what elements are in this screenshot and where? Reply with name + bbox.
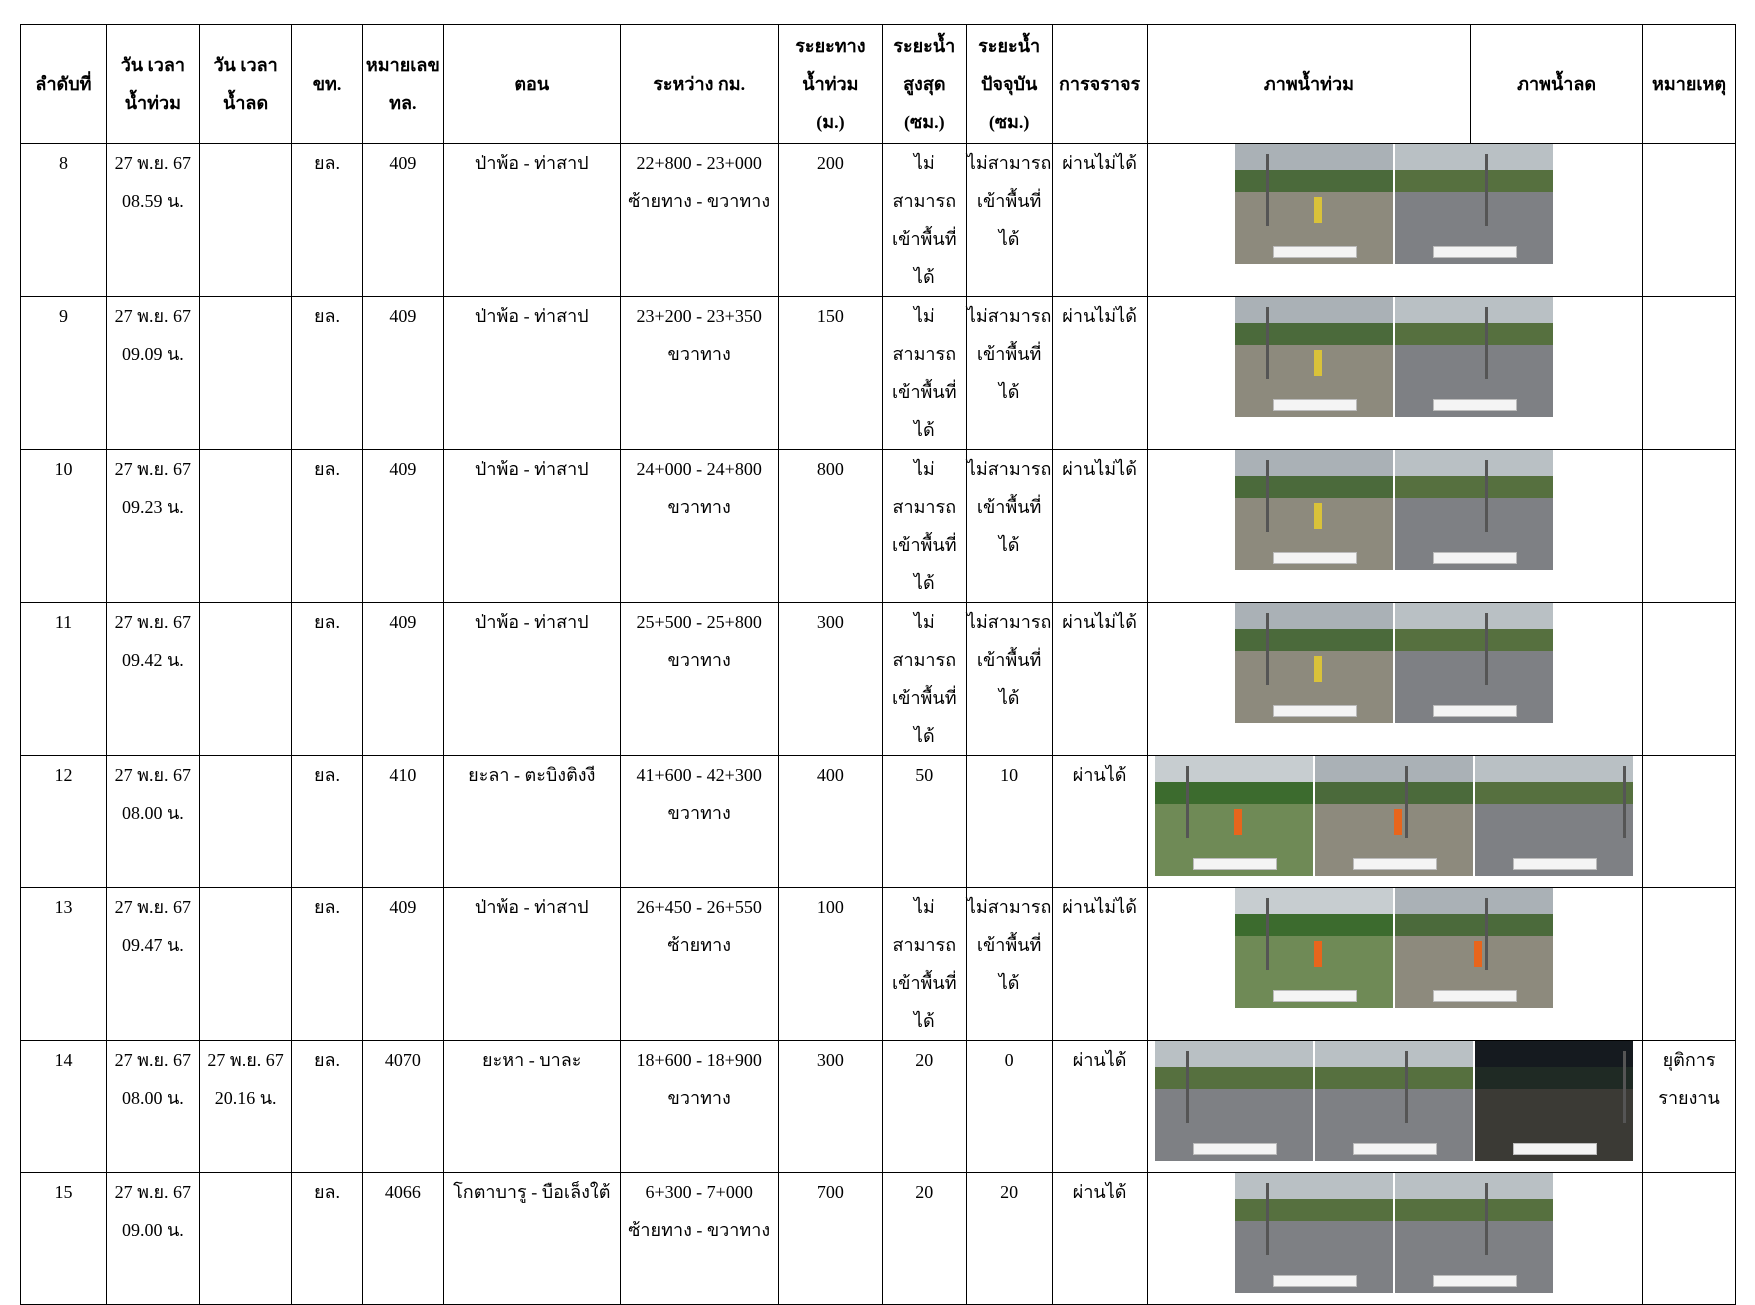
cell-flood-time: 27 พ.ย. 67 08.59 น. xyxy=(106,144,199,297)
cell-district: ยล. xyxy=(292,297,362,450)
cell-remark: ยุติการ รายงาน xyxy=(1643,1041,1736,1173)
cell-section: ป่าพ้อ - ท่าสาป xyxy=(444,603,620,756)
cell-district: ยล. xyxy=(292,144,362,297)
cell-distance: 150 xyxy=(778,297,882,450)
flood-photo xyxy=(1395,1173,1553,1293)
flood-photo xyxy=(1155,756,1313,876)
header-district: ขท. xyxy=(292,25,362,144)
cell-km: 41+600 - 42+300 ขวาทาง xyxy=(620,756,778,888)
cell-recede-time xyxy=(199,603,292,756)
cell-distance: 100 xyxy=(778,888,882,1041)
cell-traffic: ผ่านไม่ได้ xyxy=(1052,144,1147,297)
cell-traffic: ผ่านได้ xyxy=(1052,1173,1147,1305)
cell-section: ยะลา - ตะบิงติงงี xyxy=(444,756,620,888)
cell-remark xyxy=(1643,144,1736,297)
flood-photo xyxy=(1395,144,1553,264)
header-no: ลำดับที่ xyxy=(21,25,107,144)
table-row xyxy=(21,144,1736,297)
flood-photo xyxy=(1315,756,1473,876)
cell-section: ป่าพ้อ - ท่าสาป xyxy=(444,888,620,1041)
header-current-level: ระยะน้ำ ปัจจุบัน (ซม.) xyxy=(966,25,1052,144)
cell-distance: 300 xyxy=(778,603,882,756)
cell-flood-time: 27 พ.ย. 67 08.00 น. xyxy=(106,1041,199,1173)
flood-photo xyxy=(1235,888,1393,1008)
header-km: ระหว่าง กม. xyxy=(620,25,778,144)
table-row xyxy=(21,1173,1736,1305)
cell-max-level: 20 xyxy=(882,1173,966,1305)
cell-district: ยล. xyxy=(292,888,362,1041)
cell-km: 18+600 - 18+900 ขวาทาง xyxy=(620,1041,778,1173)
header-remark: หมายเหตุ xyxy=(1643,25,1736,144)
flood-photo xyxy=(1395,297,1553,417)
cell-distance: 800 xyxy=(778,450,882,603)
cell-flood-time: 27 พ.ย. 67 09.09 น. xyxy=(106,297,199,450)
header-flood-photo: ภาพน้ำท่วม xyxy=(1147,25,1471,144)
cell-max-level: 50 xyxy=(882,756,966,888)
cell-photos xyxy=(1147,1173,1642,1305)
cell-max-level: ไม่สามารถ เข้าพื้นที่ได้ xyxy=(882,144,966,297)
cell-photos xyxy=(1147,297,1642,450)
cell-no: 15 xyxy=(21,1173,107,1305)
flood-photo xyxy=(1395,603,1553,723)
table-row xyxy=(21,888,1736,1041)
cell-no: 11 xyxy=(21,603,107,756)
cell-remark xyxy=(1643,756,1736,888)
cell-remark xyxy=(1643,888,1736,1041)
cell-district: ยล. xyxy=(292,1173,362,1305)
flood-photo xyxy=(1235,144,1393,264)
cell-photos xyxy=(1147,756,1642,888)
cell-district: ยล. xyxy=(292,1041,362,1173)
header-flood-time: วัน เวลา น้ำท่วม xyxy=(106,25,199,144)
cell-remark xyxy=(1643,297,1736,450)
cell-no: 14 xyxy=(21,1041,107,1173)
flood-photo xyxy=(1235,297,1393,417)
cell-current-level: 20 xyxy=(966,1173,1052,1305)
cell-current-level: ไม่สามารถ เข้าพื้นที่ได้ xyxy=(966,450,1052,603)
cell-traffic: ผ่านไม่ได้ xyxy=(1052,603,1147,756)
cell-km: 23+200 - 23+350 ขวาทาง xyxy=(620,297,778,450)
cell-section: ยะหา - บาละ xyxy=(444,1041,620,1173)
header-recede-time: วัน เวลา น้ำลด xyxy=(199,25,292,144)
header-distance: ระยะทาง น้ำท่วม (ม.) xyxy=(778,25,882,144)
cell-flood-time: 27 พ.ย. 67 08.00 น. xyxy=(106,756,199,888)
cell-max-level: ไม่สามารถ เข้าพื้นที่ได้ xyxy=(882,888,966,1041)
cell-current-level: 0 xyxy=(966,1041,1052,1173)
table-row xyxy=(21,297,1736,450)
cell-remark xyxy=(1643,603,1736,756)
cell-traffic: ผ่านได้ xyxy=(1052,756,1147,888)
cell-recede-time xyxy=(199,144,292,297)
cell-km: 26+450 - 26+550 ซ้ายทาง xyxy=(620,888,778,1041)
cell-district: ยล. xyxy=(292,450,362,603)
cell-no: 12 xyxy=(21,756,107,888)
cell-photos xyxy=(1147,1041,1642,1173)
header-max-level: ระยะน้ำ สูงสุด (ซม.) xyxy=(882,25,966,144)
flood-photo xyxy=(1235,450,1393,570)
flood-photo xyxy=(1235,603,1393,723)
header-section: ตอน xyxy=(444,25,620,144)
cell-max-level: ไม่สามารถ เข้าพื้นที่ได้ xyxy=(882,603,966,756)
cell-current-level: ไม่สามารถ เข้าพื้นที่ได้ xyxy=(966,603,1052,756)
cell-flood-time: 27 พ.ย. 67 09.47 น. xyxy=(106,888,199,1041)
table-row xyxy=(21,450,1736,603)
recede-photo xyxy=(1475,1041,1633,1161)
cell-route: 409 xyxy=(362,144,443,297)
cell-photos xyxy=(1147,888,1642,1041)
cell-km: 6+300 - 7+000 ซ้ายทาง - ขวาทาง xyxy=(620,1173,778,1305)
cell-max-level: 20 xyxy=(882,1041,966,1173)
cell-district: ยล. xyxy=(292,603,362,756)
cell-distance: 700 xyxy=(778,1173,882,1305)
cell-no: 13 xyxy=(21,888,107,1041)
cell-traffic: ผ่านไม่ได้ xyxy=(1052,450,1147,603)
cell-no: 8 xyxy=(21,144,107,297)
recede-photo xyxy=(1475,756,1633,876)
cell-recede-time xyxy=(199,450,292,603)
header-route: หมายเลข ทล. xyxy=(362,25,443,144)
cell-recede-time: 27 พ.ย. 67 20.16 น. xyxy=(199,1041,292,1173)
cell-route: 409 xyxy=(362,297,443,450)
flood-photo xyxy=(1315,1041,1473,1161)
cell-flood-time: 27 พ.ย. 67 09.23 น. xyxy=(106,450,199,603)
cell-section: ป่าพ้อ - ท่าสาป xyxy=(444,450,620,603)
cell-recede-time xyxy=(199,756,292,888)
cell-route: 410 xyxy=(362,756,443,888)
cell-recede-time xyxy=(199,297,292,450)
cell-section: ป่าพ้อ - ท่าสาป xyxy=(444,297,620,450)
cell-recede-time xyxy=(199,888,292,1041)
cell-route: 409 xyxy=(362,603,443,756)
cell-current-level: 10 xyxy=(966,756,1052,888)
flood-report-table xyxy=(20,24,1736,1305)
cell-current-level: ไม่สามารถ เข้าพื้นที่ได้ xyxy=(966,297,1052,450)
cell-no: 10 xyxy=(21,450,107,603)
flood-photo xyxy=(1235,1173,1393,1293)
cell-photos xyxy=(1147,450,1642,603)
cell-section: โกตาบารู - บือเล็งใต้ xyxy=(444,1173,620,1305)
cell-remark xyxy=(1643,1173,1736,1305)
header-row xyxy=(21,25,1736,144)
cell-route: 4066 xyxy=(362,1173,443,1305)
cell-km: 22+800 - 23+000 ซ้ายทาง - ขวาทาง xyxy=(620,144,778,297)
table-row xyxy=(21,756,1736,888)
cell-km: 24+000 - 24+800 ขวาทาง xyxy=(620,450,778,603)
cell-recede-time xyxy=(199,1173,292,1305)
cell-traffic: ผ่านไม่ได้ xyxy=(1052,297,1147,450)
cell-district: ยล. xyxy=(292,756,362,888)
flood-photo xyxy=(1155,1041,1313,1161)
cell-distance: 200 xyxy=(778,144,882,297)
table-row xyxy=(21,603,1736,756)
cell-photos xyxy=(1147,144,1642,297)
cell-max-level: ไม่สามารถ เข้าพื้นที่ได้ xyxy=(882,450,966,603)
cell-km: 25+500 - 25+800 ขวาทาง xyxy=(620,603,778,756)
table-row xyxy=(21,1041,1736,1173)
cell-flood-time: 27 พ.ย. 67 09.42 น. xyxy=(106,603,199,756)
cell-no: 9 xyxy=(21,297,107,450)
cell-route: 409 xyxy=(362,450,443,603)
cell-distance: 300 xyxy=(778,1041,882,1173)
header-traffic: การจราจร xyxy=(1052,25,1147,144)
cell-flood-time: 27 พ.ย. 67 09.00 น. xyxy=(106,1173,199,1305)
cell-photos xyxy=(1147,603,1642,756)
cell-current-level: ไม่สามารถ เข้าพื้นที่ได้ xyxy=(966,888,1052,1041)
cell-traffic: ผ่านได้ xyxy=(1052,1041,1147,1173)
header-recede-photo: ภาพน้ำลด xyxy=(1471,25,1643,144)
flood-photo xyxy=(1395,450,1553,570)
cell-section: ป่าพ้อ - ท่าสาป xyxy=(444,144,620,297)
cell-remark xyxy=(1643,450,1736,603)
cell-distance: 400 xyxy=(778,756,882,888)
cell-route: 4070 xyxy=(362,1041,443,1173)
cell-traffic: ผ่านไม่ได้ xyxy=(1052,888,1147,1041)
cell-route: 409 xyxy=(362,888,443,1041)
cell-max-level: ไม่สามารถ เข้าพื้นที่ได้ xyxy=(882,297,966,450)
cell-current-level: ไม่สามารถ เข้าพื้นที่ได้ xyxy=(966,144,1052,297)
flood-photo xyxy=(1395,888,1553,1008)
